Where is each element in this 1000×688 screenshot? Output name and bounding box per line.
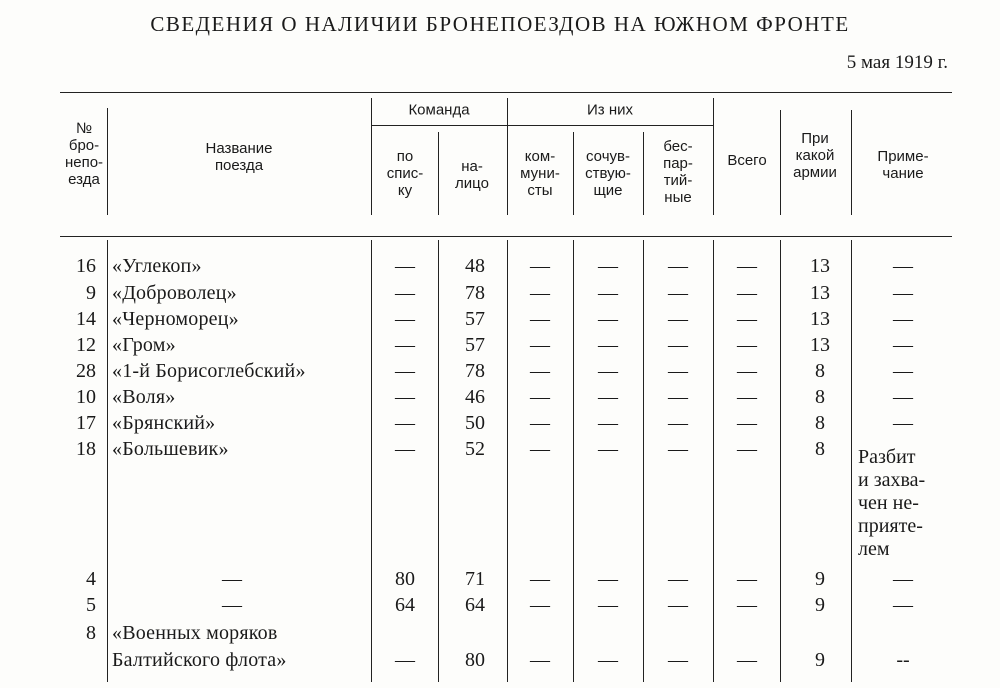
cell-nalitso: 80 — [465, 649, 485, 671]
header-number-line: бро- — [68, 137, 100, 154]
cell-army: 13 — [810, 334, 830, 356]
note-line: чен не- — [858, 492, 919, 514]
cell-name: «Гром» — [112, 334, 176, 356]
header-divider — [438, 132, 439, 215]
cell-bespartiynye: — — [668, 334, 688, 356]
cell-name: «Военных моряков — [112, 622, 278, 644]
komanda-rule — [371, 125, 507, 126]
body-divider — [713, 240, 714, 682]
cell-nalitso: 78 — [465, 360, 485, 382]
cell-note: — — [893, 282, 913, 304]
header-number — [65, 120, 103, 188]
header-divider — [713, 98, 714, 215]
header-name-line: Название — [205, 140, 273, 157]
cell-kommunisty: — — [530, 255, 550, 277]
cell-po-spisku: — — [395, 649, 415, 671]
cell-vsego: — — [737, 386, 757, 408]
cell-po-spisku: — — [395, 334, 415, 356]
cell-nalitso: 46 — [465, 386, 485, 408]
header-iz-nikh-line: Из них — [587, 101, 633, 119]
cell-number: 17 — [76, 412, 96, 434]
cell-name: «Воля» — [112, 386, 176, 408]
header-komanda — [408, 102, 469, 119]
cell-bespartiynye: — — [668, 594, 688, 616]
cell-sochuvstvuyushchie: — — [598, 282, 618, 304]
header-divider — [507, 98, 508, 215]
note-line: и захва- — [858, 469, 926, 491]
cell-vsego: — — [737, 308, 757, 330]
cell-army: 13 — [810, 308, 830, 330]
cell-number: 14 — [76, 308, 96, 330]
cell-vsego: — — [737, 594, 757, 616]
cell-army: 9 — [815, 649, 825, 671]
cell-note: — — [893, 412, 913, 434]
cell-kommunisty: — — [530, 360, 550, 382]
cell-nalitso: 64 — [465, 594, 485, 616]
cell-vsego: — — [737, 568, 757, 590]
header-name-line: поезда — [214, 157, 264, 174]
cell-number: 4 — [86, 568, 96, 590]
cell-note: — — [893, 594, 913, 616]
cell-name: Балтийского флота» — [112, 649, 287, 671]
cell-sochuvstvuyushchie: — — [598, 386, 618, 408]
cell-kommunisty: — — [530, 308, 550, 330]
header-sochuvstvuyushchie — [585, 148, 631, 199]
cell-vsego: — — [737, 282, 757, 304]
cell-note: — — [893, 255, 913, 277]
header-divider — [107, 108, 108, 215]
cell-nalitso: 50 — [465, 412, 485, 434]
cell-bespartiynye: — — [668, 438, 688, 460]
cell-nalitso: 52 — [465, 438, 485, 460]
cell-kommunisty: — — [530, 282, 550, 304]
header-divider — [573, 132, 574, 215]
header-army-line: какой — [795, 147, 835, 164]
note-line: лем — [858, 538, 890, 560]
header-number-line: непо- — [64, 154, 104, 171]
header-sochuvstvuyushchie-line: щие — [593, 182, 623, 199]
header-number-line: № — [75, 120, 93, 137]
header-note-line: чание — [882, 165, 924, 182]
cell-kommunisty: — — [530, 386, 550, 408]
header-kommunisty-line: сты — [527, 182, 553, 199]
body-divider — [371, 240, 372, 682]
cell-note: — — [893, 386, 913, 408]
header-nalitso-line: лицо — [455, 175, 489, 192]
header-bespartiynye — [663, 138, 693, 206]
header-po-spisku-line: ку — [397, 182, 413, 199]
cell-po-spisku: — — [395, 412, 415, 434]
cell-note: — — [893, 360, 913, 382]
cell-army: 8 — [815, 386, 825, 408]
cell-army: 9 — [815, 594, 825, 616]
header-komanda-line: Команда — [408, 101, 470, 119]
header-vsego-line: Всего — [727, 152, 767, 169]
cell-bespartiynye: — — [668, 649, 688, 671]
cell-po-spisku: — — [395, 282, 415, 304]
cell-sochuvstvuyushchie: — — [598, 334, 618, 356]
cell-bespartiynye: — — [668, 255, 688, 277]
cell-vsego: — — [737, 412, 757, 434]
cell-sochuvstvuyushchie: — — [598, 308, 618, 330]
cell-nalitso: 71 — [465, 568, 485, 590]
header-number-line: езда — [68, 171, 100, 188]
body-divider — [438, 240, 439, 682]
header-sochuvstvuyushchie-line: сочув- — [586, 148, 630, 165]
header-bottom-rule — [60, 236, 952, 237]
header-vsego — [727, 152, 766, 169]
header-po-spisku-line: по — [396, 148, 414, 165]
header-bespartiynye-line: пар- — [663, 155, 693, 172]
cell-army: 13 — [810, 282, 830, 304]
cell-note: — — [893, 308, 913, 330]
cell-sochuvstvuyushchie: — — [598, 360, 618, 382]
cell-kommunisty: — — [530, 334, 550, 356]
cell-note: — — [893, 334, 913, 356]
cell-po-spisku: 64 — [395, 594, 415, 616]
cell-sochuvstvuyushchie: — — [598, 438, 618, 460]
cell-kommunisty: — — [530, 438, 550, 460]
header-bespartiynye-line: ные — [664, 189, 692, 206]
header-po-spisku-line: спис- — [386, 165, 424, 182]
cell-number: 9 — [86, 282, 96, 304]
cell-number: 12 — [76, 334, 96, 356]
header-kommunisty-line: муни- — [520, 165, 560, 182]
header-nalitso — [455, 158, 489, 192]
cell-bespartiynye: — — [668, 568, 688, 590]
cell-number: 18 — [76, 438, 96, 460]
header-bespartiynye-line: тий- — [663, 172, 693, 189]
body-divider — [107, 240, 108, 682]
header-note-line: Приме- — [877, 148, 929, 165]
cell-bespartiynye: — — [668, 282, 688, 304]
cell-nalitso: 78 — [465, 282, 485, 304]
body-divider — [573, 240, 574, 682]
header-nalitso-line: на- — [461, 158, 483, 175]
cell-sochuvstvuyushchie: — — [598, 568, 618, 590]
cell-army: 13 — [810, 255, 830, 277]
header-divider — [371, 98, 372, 215]
header-army-line: армии — [793, 164, 837, 181]
cell-kommunisty: — — [530, 649, 550, 671]
cell-name: «Брянский» — [112, 412, 216, 434]
cell-bespartiynye: — — [668, 360, 688, 382]
cell-vsego: — — [737, 438, 757, 460]
document-date: 5 мая 1919 г. — [846, 52, 948, 73]
cell-nalitso: 57 — [465, 334, 485, 356]
cell-name: «1-й Борисоглебский» — [112, 360, 306, 382]
top-rule — [60, 92, 952, 93]
header-iz-nikh — [587, 102, 633, 119]
body-divider — [507, 240, 508, 682]
note-line: приятe- — [858, 515, 923, 537]
cell-po-spisku: — — [395, 360, 415, 382]
cell-name: — — [222, 594, 242, 616]
cell-sochuvstvuyushchie: — — [598, 412, 618, 434]
cell-vsego: — — [737, 255, 757, 277]
header-kommunisty-line: ком- — [524, 148, 556, 165]
cell-name: «Большевик» — [112, 438, 229, 460]
header-po-spisku — [387, 148, 424, 199]
cell-number: 5 — [86, 594, 96, 616]
body-divider — [780, 240, 781, 682]
cell-sochuvstvuyushchie: — — [598, 255, 618, 277]
header-kommunisty — [520, 148, 560, 199]
cell-po-spisku: 80 — [395, 568, 415, 590]
body-divider — [851, 240, 852, 682]
cell-kommunisty: — — [530, 412, 550, 434]
cell-po-spisku: — — [395, 255, 415, 277]
cell-kommunisty: — — [530, 594, 550, 616]
cell-name: — — [222, 568, 242, 590]
cell-number: 28 — [76, 360, 96, 382]
cell-vsego: — — [737, 649, 757, 671]
cell-kommunisty: — — [530, 568, 550, 590]
cell-name: «Доброволец» — [112, 282, 237, 304]
cell-vsego: — — [737, 360, 757, 382]
cell-bespartiynye: — — [668, 386, 688, 408]
header-divider — [643, 132, 644, 215]
body-divider — [643, 240, 644, 682]
header-army-line: При — [801, 130, 829, 147]
cell-number: 16 — [76, 255, 96, 277]
cell-name: «Черноморец» — [112, 308, 239, 330]
header-divider — [851, 110, 852, 215]
cell-number: 10 — [76, 386, 96, 408]
cell-po-spisku: — — [395, 308, 415, 330]
cell-number: 8 — [86, 622, 96, 644]
header-note — [877, 148, 928, 182]
cell-sochuvstvuyushchie: — — [598, 594, 618, 616]
cell-army: 8 — [815, 438, 825, 460]
cell-po-spisku: — — [395, 386, 415, 408]
cell-name: «Углекоп» — [112, 255, 202, 277]
header-name — [205, 140, 272, 174]
header-sochuvstvuyushchie-line: ствую- — [585, 165, 631, 182]
cell-nalitso: 57 — [465, 308, 485, 330]
cell-bespartiynye: — — [668, 308, 688, 330]
cell-bespartiynye: — — [668, 412, 688, 434]
cell-note: — — [893, 568, 913, 590]
note-line: Разбит — [858, 446, 916, 468]
cell-po-spisku: — — [395, 438, 415, 460]
cell-army: 8 — [815, 360, 825, 382]
cell-nalitso: 48 — [465, 255, 485, 277]
cell-vsego: — — [737, 334, 757, 356]
cell-army: 8 — [815, 412, 825, 434]
header-bespartiynye-line: бес- — [663, 138, 693, 155]
header-army — [793, 130, 837, 181]
iz-nikh-rule — [507, 125, 713, 126]
header-divider — [780, 110, 781, 215]
cell-note: -- — [896, 649, 910, 671]
cell-sochuvstvuyushchie: — — [598, 649, 618, 671]
cell-army: 9 — [815, 568, 825, 590]
document-title: СВЕДЕНИЯ О НАЛИЧИИ БРОНЕПОЕЗДОВ НА ЮЖНОМ ФРОНТЕ — [150, 12, 850, 36]
